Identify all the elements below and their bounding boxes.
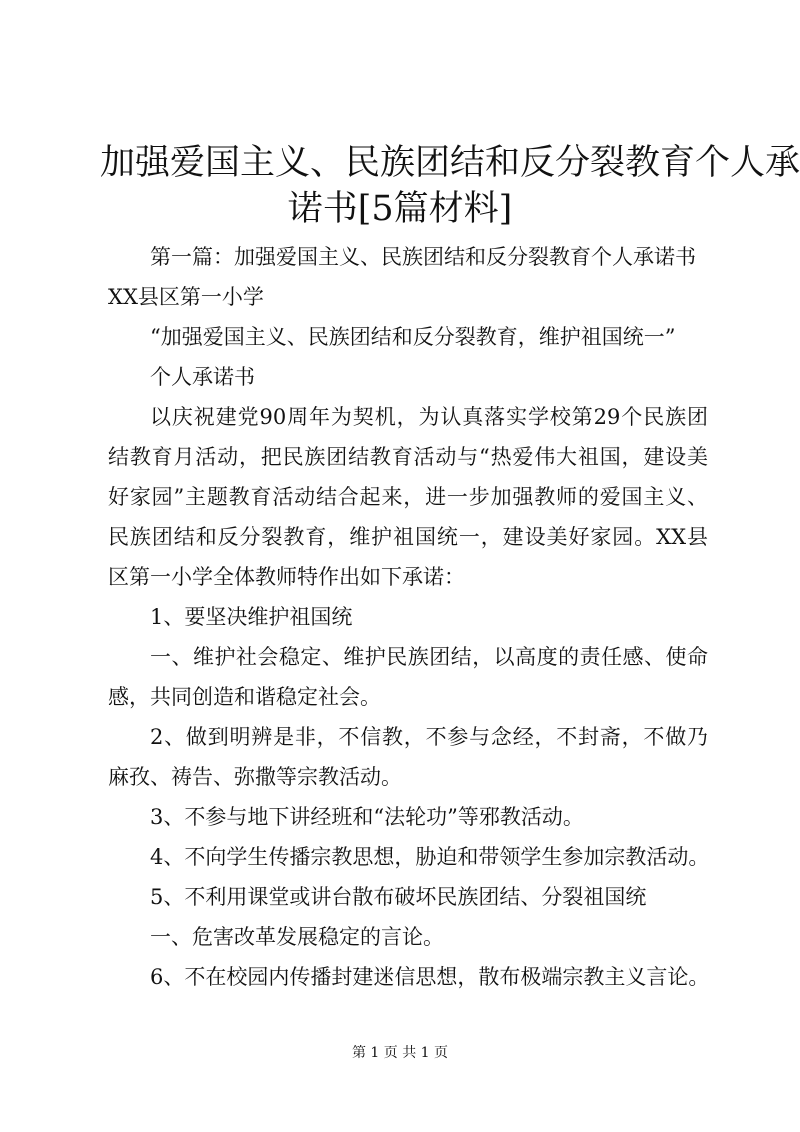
paragraph-line: 好家园”主题教育活动结合起来，进一步加强教师的爱国主义、 (108, 485, 708, 509)
pledge-item-4: 4、不向学生传播宗教思想，胁迫和带领学生参加宗教活动。 (150, 845, 710, 869)
title-line-1: 加强爱国主义、民族团结和反分裂教育个人承 (100, 143, 800, 183)
pledge-item-1-cont: 感，共同创造和谐稳定社会。 (108, 685, 381, 709)
document-title (100, 140, 800, 232)
pledge-heading: “加强爱国主义、民族团结和反分裂教育，维护祖国统一” (150, 325, 676, 349)
pledge-item-6: 6、不在校园内传播封建迷信思想，散布极端宗教主义言论。 (150, 965, 710, 989)
school-name: XX县区第一小学 (108, 285, 264, 309)
pledge-item-5: 5、不利用课堂或讲台散布破坏民族团结、分裂祖国统 (150, 885, 647, 909)
paragraph-line: 结教育月活动，把民族团结教育活动与“热爱伟大祖国，建设美 (108, 445, 708, 469)
paragraph-line: 以庆祝建党90周年为契机，为认真落实学校第29个民族团 (150, 405, 708, 429)
pledge-item-1-cont: 一、维护社会稳定、维护民族团结，以高度的责任感、使命 (150, 645, 708, 669)
pledge-subheading: 个人承诺书 (150, 365, 255, 389)
section-heading: 第一篇：加强爱国主义、民族团结和反分裂教育个人承诺书 (150, 245, 696, 269)
pledge-item-1: 1、要坚决维护祖国统 (150, 605, 353, 629)
pledge-item-2-cont: 麻孜、祷告、弥撒等宗教活动。 (108, 765, 402, 789)
pledge-item-5-cont: 一、危害改革发展稳定的言论。 (150, 925, 444, 949)
pledge-item-3: 3、不参与地下讲经班和“法轮功”等邪教活动。 (150, 805, 584, 829)
paragraph-line: 民族团结和反分裂教育，维护祖国统一，建设美好家园。XX县 (108, 525, 708, 549)
paragraph-line: 区第一小学全体教师特作出如下承诺： (108, 565, 465, 589)
page-footer: 第 1 页 共 1 页 (351, 1045, 449, 1061)
document-body (108, 237, 708, 997)
pledge-item-2: 2、做到明辨是非，不信教，不参与念经，不封斋，不做乃 (150, 725, 708, 749)
title-line-2: 诺书[5篇材料] (287, 189, 513, 229)
